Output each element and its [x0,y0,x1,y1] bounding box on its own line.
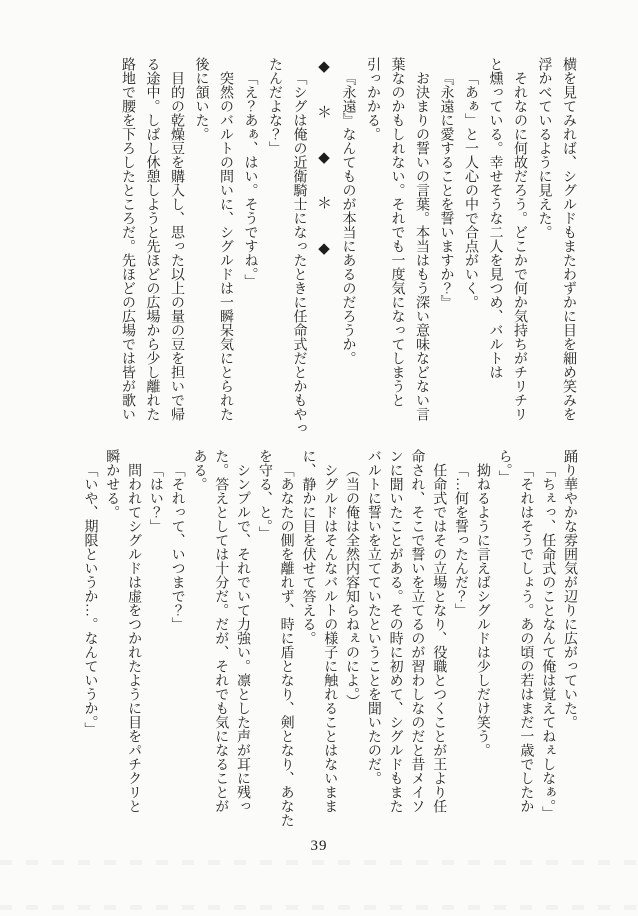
text-line: 「シグは俺の近衛騎士になったときに任命式だとかもやっ [291,71,307,435]
scan-artifact-band [0,860,638,865]
text-line: 「はい？」 [147,463,163,533]
text-line: シンプルで、それでいて力強い。凛とした声が耳に残っ [235,463,251,813]
text-line: 目的の乾燥豆を購入し、思った以上の量の豆を担いで帰 [169,71,184,421]
text-line: 「いや、期限というか…。なんていうか。」 [82,463,98,736]
text-line: 横を見てみれば、シグルドもまたわずかに目を細め笑みを [561,57,576,421]
scan-artifact-band [0,905,638,910]
text-line: 「それはそうでしょう。あの頃の若はまだ一歳でしたか [518,463,534,813]
text-block-bottom [28,449,580,834]
text-line: ある。 [191,449,207,491]
text-line: バルトに誓いを立てていたということを聞いたのだ。 [365,449,381,785]
text-line: を守る、と。」 [256,449,272,540]
text-line: た。答えとしては十分だ。だが、それでも気になることが [213,449,229,813]
text-line: 後に頷いた。 [193,57,209,141]
text-line: （当の俺は全然内容知らねぇのによ。） [344,463,360,708]
text-line: に、静かに目を伏せて答える。 [300,449,316,645]
text-line: 問われてシグルドは虚をつかれたように目をパチクリと [126,463,142,813]
text-line: 突然のバルトの問いに、シグルドは一瞬呆気にとられた [218,71,233,421]
text-line: 拗ねるように言えばシグルドは少しだけ笑う。 [474,463,490,757]
text-line: と燻っている。幸せそうな二人を見つめ、バルトは [487,57,503,379]
text-line: 「あぁ」と一人心の中で合点がいく。 [463,71,478,309]
text-line: ら。」 [496,449,512,484]
text-line: る途中。しばし休憩しようと先ほどの広場から少し離れた [144,57,160,421]
text-line: たんだよな？」 [267,57,282,155]
text-line: 引っかかる。 [365,57,380,141]
text-line: 『永遠』なんてものが本当にあるのだろうか。 [340,71,356,365]
text-block-top [28,57,580,442]
text-line: 「それって、いつまで？」 [169,463,185,631]
text-line: 路地で腰を下ろしたところだ。先ほどの広場では皆が歌い [120,57,135,421]
text-line: それなのに何故だろう。どこかで何か気持ちがチリチリ [512,71,527,421]
text-line: 『永遠に愛することを誓いますか？』 [438,71,454,309]
text-line: 踊り華やかな雰囲気が辺りに広がっていた。 [562,449,577,729]
text-line: 浮かべているように見えた。 [536,57,552,239]
text-line: 「あなたの側を離れず、時に盾となり、剣となり、あなた [278,463,294,827]
text-line: 任命式ではその立場となり、役職とつくことが王より任 [431,463,447,813]
text-line: 葉なのかもしれない。それでも一度気になってしまうと [389,57,405,407]
text-line: 瞬かせる。 [104,449,120,519]
text-line: お決まりの誓いの言葉。本当はもう深い意味などない言 [414,71,429,421]
section-divider-ornament: ◆＊◆＊◆ [315,57,331,286]
text-line: 「え？あぁ、はい。そうですね。」 [242,71,258,288]
text-line: シグルドはそんなバルトの様子に触れることはないまま [322,463,338,813]
text-line: ンに聞いたことがある。その時に初めて、シグルドもまた [387,449,403,813]
text-line: 「…何を誓ったんだ？」 [453,463,469,617]
text-line: 「ちぇっ、任命式のことなんて俺は覚えてねぇしなぁ。」 [540,463,556,820]
page-number: 39 [310,838,328,854]
text-line: 命され、そこで誓いを立てるのが習わしなのだと昔メイソ [409,449,425,813]
